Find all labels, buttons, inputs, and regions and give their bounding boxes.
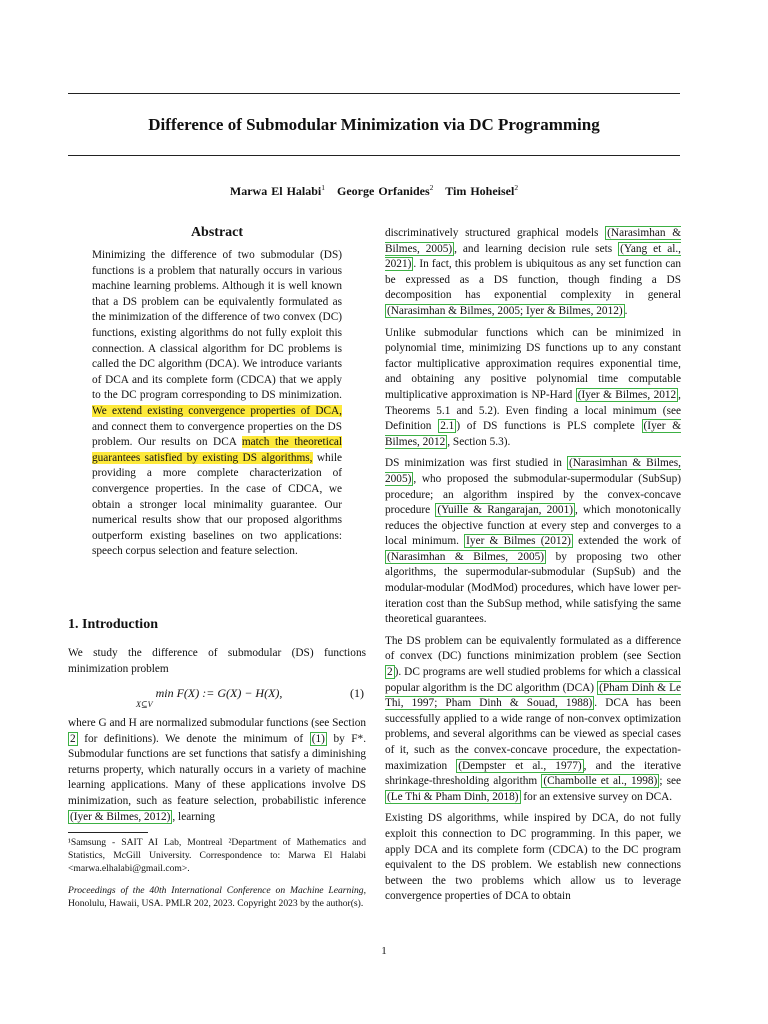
- body-text: .: [624, 304, 628, 317]
- author-affiliation: 1: [321, 183, 325, 192]
- body-text: Unlike submodular functions which can be minimized in polynomial time, minimizing DS functions up to any constant factor multiplicative approximation requires exponential time, and obtaining any positive polynomial time computable multiplicative approximation is NP-Hard: [385, 326, 681, 401]
- body-text: , and learning decision rule sets: [454, 242, 613, 255]
- body-text: ). DC programs are well studied problems for which a classical popular algorithm is the DC algorithm (DCA): [385, 666, 681, 694]
- author-affiliation: 2: [514, 183, 519, 192]
- citation-link[interactable]: (Narasimhan & Bilmes, 2005): [385, 457, 681, 485]
- highlighted-text[interactable]: We extend existing convergence properties of DCA,: [92, 404, 342, 417]
- body-paragraph: [385, 226, 681, 320]
- highlighted-text[interactable]: match the theoretical guarantees satisfied by existing DS algorithms,: [92, 436, 343, 464]
- section-ref-link[interactable]: 2: [387, 666, 393, 679]
- body-text: extended the work of: [578, 535, 681, 548]
- top-rule: [68, 93, 680, 94]
- body-text: ) of DS functions is PLS complete: [456, 420, 635, 433]
- footnote-rule: [68, 832, 148, 833]
- body-paragraph: [385, 456, 681, 628]
- abstract-body: [92, 248, 342, 560]
- citation-link[interactable]: (Le Thi & Pham Dinh, 2018): [387, 790, 519, 803]
- equation-formula: min F(X) := G(X) − H(X),: [155, 686, 283, 700]
- citation-link[interactable]: (Dempster et al., 1977): [458, 759, 582, 772]
- body-text: by F*. Submodular functions are set functions that satisfy a diminishing returns property, which naturally occurs in a variety of machine learning applications. Many of these applications involve DS minimization, such as feature selection, probabilistic inference: [68, 732, 367, 807]
- body-text: , which monotonically reduces the objective function at every step and converges to a local minimum.: [385, 504, 682, 548]
- equation-1: [68, 686, 366, 714]
- equation-number: (1): [350, 686, 364, 700]
- paper-title: Difference of Submodular Minimization via DC Programming: [148, 115, 600, 134]
- author-name: Tim Hoheisel: [445, 184, 515, 198]
- author-list: [68, 180, 680, 199]
- citation-link[interactable]: (Narasimhan & Bilmes, 2005): [385, 227, 682, 255]
- introduction-continued: [68, 716, 366, 831]
- body-text: for definitions). We denote the minimum of: [84, 732, 304, 745]
- body-paragraph: Existing DS algorithms, while inspired by DCA, do not fully exploit this connection to DC programming. In this paper, we apply DCA and its complete form (CDCA) to the DC program equivalent to the DS problem. We establish new connections between the two problems which allow us to leverage convergence properties of DCA to obtain: [385, 812, 681, 903]
- body-text: where G and H are normalized submodular functions (see Section: [68, 717, 366, 729]
- intro-paragraph: We study the difference of submodular (DS) functions minimization problem: [68, 647, 366, 675]
- citation-link[interactable]: (Chambolle et al., 1998): [543, 775, 658, 788]
- citation-link[interactable]: Iyer & Bilmes (2012): [466, 535, 571, 548]
- body-text: ; see: [659, 775, 681, 788]
- introduction-column: [68, 646, 366, 683]
- body-text: , who proposed the submodular-supermodular (SubSup) procedure; an algorithm inspired by the convex-concave procedure: [385, 472, 681, 517]
- abstract-text: and connect them to convergence properties on the DS problem. Our results on DCA: [92, 420, 342, 449]
- body-text: by proposing two other algorithms, the supermodular-submodular (SupSub) and the modular-modular (ModMod) procedures, which have lower per-iteration cost than the SubSup method, while satisfying the same theoretical guarantees.: [385, 550, 681, 626]
- abstract-text: while providing a more complete characterization of convergence properties. In the case of CDCA, we obtain a stronger local minimality guarantee. Our numerical results show that our proposed algorithms outperform existing baselines on two applications: speech corpus selection and feature selection.: [92, 451, 342, 558]
- citation-link[interactable]: (Narasimhan & Bilmes, 2005): [387, 550, 545, 563]
- definition-ref-link[interactable]: 2.1: [440, 420, 455, 433]
- title-bottom-rule: [68, 155, 680, 156]
- citation-link[interactable]: (Pham Dinh & Le Thi, 1997; Pham Dinh & Souad, 1988): [385, 681, 681, 710]
- section-ref-link[interactable]: 2: [70, 732, 76, 745]
- body-paragraph: [385, 326, 681, 451]
- citation-link[interactable]: (Yang et al., 2021): [385, 242, 682, 271]
- body-text: . DCA has been successfully applied to a wide range of non-convex optimization problems, and several algorithms can be viewed as special cases of it, such as the convex-concave procedure, the expectation-maximization: [385, 697, 681, 772]
- affiliation-footnote: ¹Samsung - SAIT AI Lab, Montreal ²Department of Mathematics and Statistics, McGill University. Correspondence to: Marwa El Halabi <marwa.elhalabi@gmail.com>.: [68, 837, 366, 874]
- author-name: George Orfanides: [337, 184, 430, 198]
- equation-ref-link[interactable]: (1): [311, 732, 325, 745]
- proceedings-venue: Proceedings of the 40th International Conference on Machine Learning: [68, 885, 364, 896]
- body-paragraph: [385, 634, 681, 806]
- body-text: , Theorems 5.1 and 5.2). Even finding a local minimum (see Definition: [385, 388, 681, 433]
- body-text: The DS problem can be equivalently formulated as a difference of convex (DC) functions minimization problem (see Section: [385, 634, 681, 663]
- equation-subscript: X⊆V: [136, 700, 153, 709]
- author-name: Marwa El Halabi: [229, 184, 322, 198]
- author-affiliation: 2: [429, 183, 434, 192]
- body-text: . In fact, this problem is ubiquitous as any set function can be expressed as a DS function, though finding a DS decomposition has exponential complexity in general: [385, 258, 681, 302]
- citation-link[interactable]: (Yuille & Rangarajan, 2001): [437, 504, 573, 517]
- body-text: , and the iterative shrinkage-thresholding algorithm: [385, 759, 681, 788]
- proceedings-note: [68, 884, 366, 910]
- abstract-text: Minimizing the difference of two submodular (DS) functions is a problem that naturally occurs in various machine learning problems. Although it is well known that a DS problem can be equivalently formulated as the minimization of the difference of two convex (DC) functions, existing algorithms do not fully exploit this connection. A classical algorithm for DC problems is called the DC algorithm (DCA). We introduce variants of DCA and its complete form (CDCA) that we apply to the DC program corresponding to DS minimization.: [92, 249, 342, 402]
- right-column: [385, 226, 681, 911]
- intro-paragraph: [68, 716, 366, 825]
- body-text: , Section 5.3).: [447, 435, 511, 448]
- citation-link[interactable]: (Iyer & Bilmes, 2012): [70, 810, 171, 823]
- body-text: , learning: [172, 810, 216, 823]
- citation-link[interactable]: (Iyer & Bilmes, 2012: [385, 420, 682, 448]
- proceedings-details: , Honolulu, Hawaii, USA. PMLR 202, 2023. Copyright 2023 by the author(s).: [68, 885, 366, 909]
- body-text: DS minimization was first studied in: [385, 457, 562, 470]
- body-text: discriminatively structured graphical models: [385, 227, 599, 239]
- page-number: 1: [381, 945, 387, 957]
- section-heading-introduction: 1. Introduction: [68, 617, 158, 632]
- citation-link[interactable]: (Iyer & Bilmes, 2012: [577, 388, 677, 401]
- body-text: for an extensive survey on DCA.: [523, 790, 673, 803]
- citation-link[interactable]: (Narasimhan & Bilmes, 2005; Iyer & Bilmes, 2012): [387, 304, 623, 317]
- abstract-heading: Abstract: [190, 225, 244, 240]
